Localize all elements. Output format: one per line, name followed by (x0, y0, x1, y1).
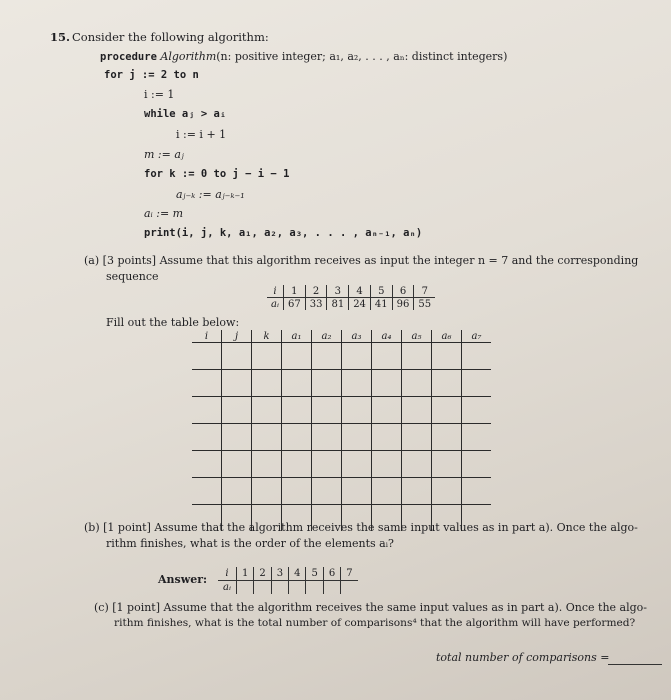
trace-cell[interactable] (312, 451, 342, 478)
answer-blank-cell[interactable] (236, 581, 253, 595)
trace-cell[interactable] (342, 397, 372, 424)
trace-cell[interactable] (402, 451, 432, 478)
input-index-cell: 1 (283, 285, 305, 298)
answer-index-row (218, 567, 358, 581)
trace-cell[interactable] (312, 370, 342, 397)
trace-cell[interactable] (192, 370, 222, 397)
question-intro: Consider the following algorithm: (72, 30, 269, 44)
part-b-line1 (84, 521, 638, 534)
procedure-params: (n: positive integer; a₁, a₂, . . . , aₙ: distinct integers) (216, 50, 508, 63)
trace-cell[interactable] (342, 451, 372, 478)
trace-cell[interactable] (282, 451, 312, 478)
part-c-label: (c) (94, 601, 109, 614)
trace-cell[interactable] (462, 370, 492, 397)
trace-cell[interactable] (432, 343, 462, 370)
part-a-line1 (84, 254, 638, 267)
trace-cell[interactable] (252, 424, 282, 451)
trace-cell[interactable] (342, 478, 372, 505)
trace-cell[interactable] (192, 343, 222, 370)
trace-cell[interactable] (252, 397, 282, 424)
trace-cell[interactable] (402, 343, 432, 370)
trace-cell[interactable] (462, 451, 492, 478)
trace-cell[interactable] (252, 478, 282, 505)
trace-cell[interactable] (192, 424, 222, 451)
trace-row (192, 478, 491, 505)
trace-table (192, 330, 491, 531)
trace-header-i: i (192, 330, 222, 343)
answer-index-cell: 1 (236, 567, 253, 581)
trace-cell[interactable] (432, 397, 462, 424)
input-value-cell: 96 (392, 298, 414, 311)
part-a-points: [3 points] (102, 254, 157, 267)
part-b-label: (b) (84, 521, 100, 534)
answer-table (218, 567, 358, 594)
answer-blank-cell[interactable] (323, 581, 340, 595)
code-print: print(i, j, k, a₁, a₂, a₃, . . . , aₙ₋₁, aₙ) (144, 227, 423, 239)
code-assign-ai: aᵢ := m (144, 207, 184, 220)
trace-cell[interactable] (372, 397, 402, 424)
trace-header-a2: a₂ (312, 330, 342, 343)
trace-row (192, 451, 491, 478)
answer-blank-cell[interactable] (271, 581, 288, 595)
answer-blank-cell[interactable] (254, 581, 271, 595)
trace-cell[interactable] (222, 424, 252, 451)
trace-row (192, 370, 491, 397)
procedure-line (100, 50, 507, 63)
trace-row (192, 343, 491, 370)
trace-cell[interactable] (192, 451, 222, 478)
answer-index-cell: 5 (306, 567, 323, 581)
trace-cell[interactable] (312, 424, 342, 451)
trace-cell[interactable] (222, 451, 252, 478)
trace-cell[interactable] (222, 397, 252, 424)
code-for-inner: for k := 0 to j − i − 1 (144, 168, 290, 180)
answer-index-cell: 6 (323, 567, 340, 581)
trace-cell[interactable] (252, 343, 282, 370)
trace-cell[interactable] (342, 370, 372, 397)
code-assign-i: i := 1 (144, 88, 175, 101)
trace-cell[interactable] (282, 478, 312, 505)
trace-cell[interactable] (372, 424, 402, 451)
trace-cell[interactable] (402, 424, 432, 451)
code-shift: aⱼ₋ₖ := aⱼ₋ₖ₋₁ (176, 188, 245, 201)
trace-cell[interactable] (372, 343, 402, 370)
part-b-points: [1 point] (103, 521, 151, 534)
answer-index-cell: 7 (341, 567, 358, 581)
fill-table-instruction: Fill out the table below: (106, 316, 240, 329)
trace-header-a1: a₁ (282, 330, 312, 343)
trace-cell[interactable] (432, 370, 462, 397)
trace-cell[interactable] (402, 370, 432, 397)
trace-cell[interactable] (312, 397, 342, 424)
part-c-line2: rithm finishes, what is the total number of comparisons⁴ that the algorithm will have performed? (114, 617, 636, 629)
trace-cell[interactable] (282, 370, 312, 397)
trace-row (192, 424, 491, 451)
part-b-line2: rithm finishes, what is the order of the elements aᵢ? (106, 537, 394, 550)
answer-blank-cell[interactable] (341, 581, 358, 595)
trace-header-a3: a₃ (342, 330, 372, 343)
trace-header-a6: a₆ (432, 330, 462, 343)
trace-header-row (192, 330, 491, 343)
trace-cell[interactable] (402, 397, 432, 424)
trace-cell[interactable] (282, 397, 312, 424)
input-index-header: i (267, 285, 283, 298)
trace-cell[interactable] (402, 478, 432, 505)
question-number: 15. (50, 30, 71, 44)
answer-index-cell: 2 (254, 567, 271, 581)
input-value-row (267, 298, 435, 311)
total-comparisons-label: total number of comparisons = (436, 651, 610, 664)
trace-header-a5: a₅ (402, 330, 432, 343)
answer-label: Answer: (158, 573, 208, 586)
input-index-cell: 6 (392, 285, 414, 298)
trace-cell[interactable] (192, 397, 222, 424)
part-b-text: Assume that the algorithm receives the same input values as in part a). Once the algo- (154, 521, 638, 534)
part-c-text: Assume that the algorithm receives the same input values as in part a). Once the algo- (163, 601, 648, 614)
input-index-cell: 5 (370, 285, 392, 298)
input-index-row (267, 285, 435, 298)
input-value-header: aᵢ (271, 298, 279, 310)
part-c-line1 (94, 601, 647, 614)
trace-cell[interactable] (372, 478, 402, 505)
trace-cell[interactable] (432, 424, 462, 451)
trace-cell[interactable] (372, 451, 402, 478)
input-index-cell: 7 (414, 285, 435, 298)
trace-header-j: j (222, 330, 252, 343)
input-value-cell: 33 (305, 298, 327, 311)
input-value-cell: 24 (349, 298, 371, 311)
part-a-text: Assume that this algorithm receives as input the integer n = 7 and the corresponding (159, 254, 639, 267)
answer-index-header: i (218, 567, 236, 581)
trace-cell[interactable] (462, 424, 492, 451)
trace-cell[interactable] (432, 478, 462, 505)
trace-cell[interactable] (432, 451, 462, 478)
input-value-cell: 81 (327, 298, 349, 311)
answer-index-cell: 3 (271, 567, 288, 581)
answer-value-header: aᵢ (223, 582, 231, 593)
code-for-outer: for j := 2 to n (104, 69, 199, 81)
trace-cell[interactable] (222, 370, 252, 397)
trace-cell[interactable] (342, 424, 372, 451)
trace-cell[interactable] (222, 478, 252, 505)
trace-cell[interactable] (312, 343, 342, 370)
input-value-cell: 67 (283, 298, 305, 311)
procedure-keyword: procedure (100, 51, 157, 63)
input-index-cell: 2 (305, 285, 327, 298)
input-value-cell: 41 (370, 298, 392, 311)
trace-cell[interactable] (282, 343, 312, 370)
part-c-points: [1 point] (112, 601, 161, 614)
procedure-name: Algorithm (160, 50, 217, 63)
trace-cell[interactable] (312, 478, 342, 505)
code-assign-m: m := aⱼ (144, 148, 184, 161)
code-increment-i: i := i + 1 (176, 128, 227, 141)
trace-cell[interactable] (462, 478, 492, 505)
trace-cell[interactable] (252, 451, 282, 478)
trace-header-k: k (252, 330, 282, 343)
trace-cell[interactable] (222, 343, 252, 370)
trace-cell[interactable] (462, 343, 492, 370)
code-while: while aⱼ > aᵢ (144, 108, 227, 120)
trace-row (192, 397, 491, 424)
trace-cell[interactable] (252, 370, 282, 397)
input-index-cell: 3 (327, 285, 349, 298)
input-sequence-table (267, 285, 435, 310)
input-index-cell: 4 (349, 285, 371, 298)
answer-blank-cell[interactable] (289, 581, 306, 595)
total-comparisons-blank[interactable] (608, 664, 662, 665)
trace-cell[interactable] (282, 424, 312, 451)
trace-cell[interactable] (462, 397, 492, 424)
trace-cell[interactable] (192, 478, 222, 505)
answer-value-row (218, 581, 358, 595)
answer-blank-cell[interactable] (306, 581, 323, 595)
trace-header-a4: a₄ (372, 330, 402, 343)
part-a-label: (a) (84, 254, 100, 267)
part-a-line2: sequence (106, 270, 159, 283)
trace-header-a7: a₇ (462, 330, 492, 343)
trace-cell[interactable] (342, 343, 372, 370)
trace-cell[interactable] (372, 370, 402, 397)
answer-index-cell: 4 (289, 567, 306, 581)
input-value-cell: 55 (414, 298, 435, 311)
